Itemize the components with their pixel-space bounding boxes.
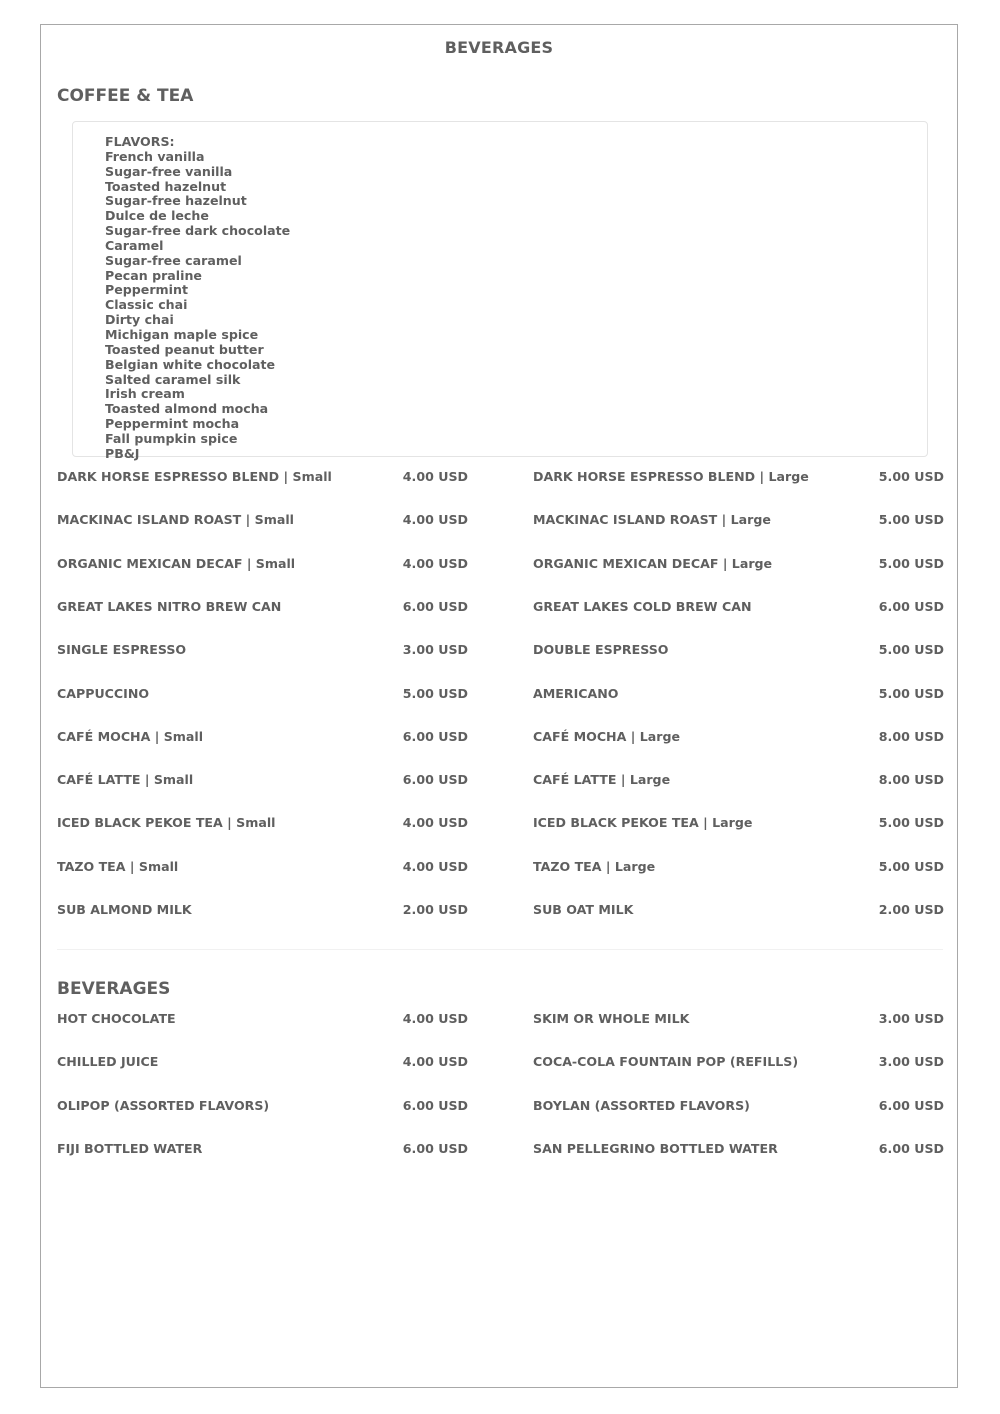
menu-item-price: 6.00 USD bbox=[878, 598, 944, 614]
menu-item-price: 6.00 USD bbox=[402, 1140, 468, 1156]
menu-item bbox=[57, 1011, 468, 1031]
flavor-item: PB&J bbox=[105, 445, 140, 461]
menu-item bbox=[533, 1054, 944, 1074]
menu-item bbox=[57, 512, 468, 532]
flavor-item: Sugar-free caramel bbox=[105, 252, 242, 268]
menu-item-price: 6.00 USD bbox=[402, 598, 468, 614]
menu-item-price: 5.00 USD bbox=[878, 858, 944, 874]
menu-item-price: 6.00 USD bbox=[402, 772, 468, 788]
menu-item bbox=[533, 642, 944, 662]
menu-item-name: OLIPOP (ASSORTED FLAVORS) bbox=[57, 1097, 270, 1113]
menu-item bbox=[533, 469, 944, 489]
flavor-item: Toasted hazelnut bbox=[105, 178, 227, 194]
menu-item-price: 6.00 USD bbox=[402, 728, 468, 744]
menu-item-price: 4.00 USD bbox=[402, 555, 468, 571]
flavor-item: Sugar-free dark chocolate bbox=[105, 223, 291, 239]
menu-item-name: MACKINAC ISLAND ROAST | Large bbox=[533, 512, 771, 528]
flavor-item: Salted caramel silk bbox=[105, 371, 241, 387]
menu-page bbox=[40, 24, 958, 1388]
menu-item-name: DARK HORSE ESPRESSO BLEND | Large bbox=[533, 469, 809, 484]
menu-item-name: SUB OAT MILK bbox=[533, 902, 634, 917]
menu-item bbox=[533, 772, 944, 792]
menu-item-name: CAFÉ MOCHA | Small bbox=[57, 728, 204, 744]
menu-item bbox=[533, 1011, 944, 1031]
flavor-item: Dulce de leche bbox=[105, 208, 209, 224]
menu-item bbox=[57, 469, 468, 489]
flavor-item: Toasted peanut butter bbox=[105, 341, 264, 357]
menu-item bbox=[57, 815, 468, 835]
menu-item bbox=[533, 815, 944, 835]
menu-item bbox=[57, 686, 468, 706]
menu-item-price: 5.00 USD bbox=[878, 642, 944, 658]
flavor-item: Peppermint bbox=[105, 282, 188, 298]
section-title-beverages: BEVERAGES bbox=[57, 979, 171, 999]
menu-item-price: 6.00 USD bbox=[402, 1097, 468, 1113]
menu-item-name: ORGANIC MEXICAN DECAF | Small bbox=[57, 555, 296, 571]
menu-item-name: SUB ALMOND MILK bbox=[57, 902, 192, 917]
menu-item-price: 4.00 USD bbox=[402, 469, 468, 484]
flavor-item: Toasted almond mocha bbox=[105, 401, 269, 417]
menu-item-price: 6.00 USD bbox=[878, 1140, 944, 1156]
menu-item-price: 6.00 USD bbox=[878, 1097, 944, 1113]
menu-item-name: GREAT LAKES NITRO BREW CAN bbox=[57, 598, 282, 614]
menu-item-price: 3.00 USD bbox=[402, 642, 468, 658]
menu-item-name: DOUBLE ESPRESSO bbox=[533, 642, 669, 658]
menu-item bbox=[533, 599, 944, 619]
menu-item bbox=[533, 1141, 944, 1161]
menu-item-name: DARK HORSE ESPRESSO BLEND | Small bbox=[57, 469, 332, 484]
menu-item-name: SINGLE ESPRESSO bbox=[57, 642, 187, 658]
menu-item bbox=[533, 1098, 944, 1118]
menu-item-name: ICED BLACK PEKOE TEA | Small bbox=[57, 815, 276, 831]
menu-item-name: BOYLAN (ASSORTED FLAVORS) bbox=[533, 1097, 750, 1113]
menu-item-price: 2.00 USD bbox=[878, 902, 944, 917]
menu-item-price: 8.00 USD bbox=[878, 728, 944, 744]
flavor-item: Irish cream bbox=[105, 386, 185, 402]
menu-item-price: 3.00 USD bbox=[878, 1054, 944, 1070]
menu-item bbox=[57, 902, 468, 922]
menu-item-name: CAPPUCCINO bbox=[57, 685, 150, 701]
menu-item-price: 4.00 USD bbox=[402, 858, 468, 874]
menu-item-name: HOT CHOCOLATE bbox=[57, 1011, 176, 1026]
menu-item-name: MACKINAC ISLAND ROAST | Small bbox=[57, 512, 294, 528]
flavor-item: Fall pumpkin spice bbox=[105, 430, 238, 446]
page-title: BEVERAGES bbox=[444, 38, 554, 57]
menu-item bbox=[57, 1141, 468, 1161]
menu-item bbox=[57, 599, 468, 619]
flavor-item: Sugar-free vanilla bbox=[105, 163, 233, 179]
menu-item-price: 5.00 USD bbox=[878, 512, 944, 528]
flavors-box bbox=[72, 121, 928, 461]
menu-item-price: 4.00 USD bbox=[402, 512, 468, 528]
menu-item-name: ICED BLACK PEKOE TEA | Large bbox=[533, 815, 753, 831]
menu-item bbox=[533, 556, 944, 576]
flavor-item: Belgian white chocolate bbox=[105, 356, 276, 372]
menu-item-price: 2.00 USD bbox=[402, 902, 468, 917]
menu-item-name: ORGANIC MEXICAN DECAF | Large bbox=[533, 555, 773, 571]
menu-item-price: 4.00 USD bbox=[402, 815, 468, 831]
menu-item-price: 5.00 USD bbox=[878, 685, 944, 701]
menu-item-price: 8.00 USD bbox=[878, 772, 944, 788]
menu-item bbox=[57, 1098, 468, 1118]
flavor-item: Pecan praline bbox=[105, 267, 202, 283]
menu-item-name: TAZO TEA | Small bbox=[57, 858, 179, 874]
menu-item-name: TAZO TEA | Large bbox=[533, 858, 656, 874]
menu-item-name: FIJI BOTTLED WATER bbox=[57, 1140, 203, 1156]
menu-item bbox=[533, 729, 944, 749]
flavor-item: Dirty chai bbox=[105, 312, 174, 328]
menu-item-price: 4.00 USD bbox=[402, 1054, 468, 1070]
section-divider bbox=[57, 949, 943, 950]
menu-item bbox=[533, 859, 944, 879]
flavor-item: Classic chai bbox=[105, 297, 188, 313]
menu-item-name: CAFÉ MOCHA | Large bbox=[533, 728, 681, 744]
flavor-item: Peppermint mocha bbox=[105, 416, 240, 432]
menu-item-name: GREAT LAKES COLD BREW CAN bbox=[533, 598, 752, 614]
menu-item-name: CHILLED JUICE bbox=[57, 1054, 159, 1070]
menu-item-price: 5.00 USD bbox=[878, 815, 944, 831]
menu-item-price: 5.00 USD bbox=[402, 685, 468, 701]
menu-item bbox=[57, 556, 468, 576]
menu-item bbox=[57, 859, 468, 879]
menu-item-name: CAFÉ LATTE | Small bbox=[57, 772, 194, 788]
menu-item bbox=[533, 902, 944, 922]
menu-item-price: 4.00 USD bbox=[402, 1011, 468, 1026]
menu-item bbox=[57, 642, 468, 662]
menu-item bbox=[57, 772, 468, 792]
flavor-item: Michigan maple spice bbox=[105, 326, 259, 342]
flavor-item: French vanilla bbox=[105, 148, 205, 164]
menu-item bbox=[533, 512, 944, 532]
menu-item-name: AMERICANO bbox=[533, 685, 619, 701]
menu-item bbox=[533, 686, 944, 706]
menu-item-name: COCA-COLA FOUNTAIN POP (REFILLS) bbox=[533, 1054, 799, 1070]
menu-item-name: CAFÉ LATTE | Large bbox=[533, 772, 671, 788]
menu-item bbox=[57, 1054, 468, 1074]
menu-item-name: SAN PELLEGRINO BOTTLED WATER bbox=[533, 1140, 778, 1156]
section-title-coffee-tea: COFFEE & TEA bbox=[57, 86, 194, 106]
menu-item bbox=[57, 729, 468, 749]
menu-item-price: 3.00 USD bbox=[878, 1011, 944, 1026]
flavor-item: Caramel bbox=[105, 237, 164, 253]
menu-item-price: 5.00 USD bbox=[878, 555, 944, 571]
flavor-item: Sugar-free hazelnut bbox=[105, 193, 247, 209]
flavors-list bbox=[105, 135, 290, 462]
flavors-heading: FLAVORS: bbox=[105, 134, 175, 149]
menu-item-price: 5.00 USD bbox=[878, 469, 944, 484]
menu-item-name: SKIM OR WHOLE MILK bbox=[533, 1011, 690, 1026]
